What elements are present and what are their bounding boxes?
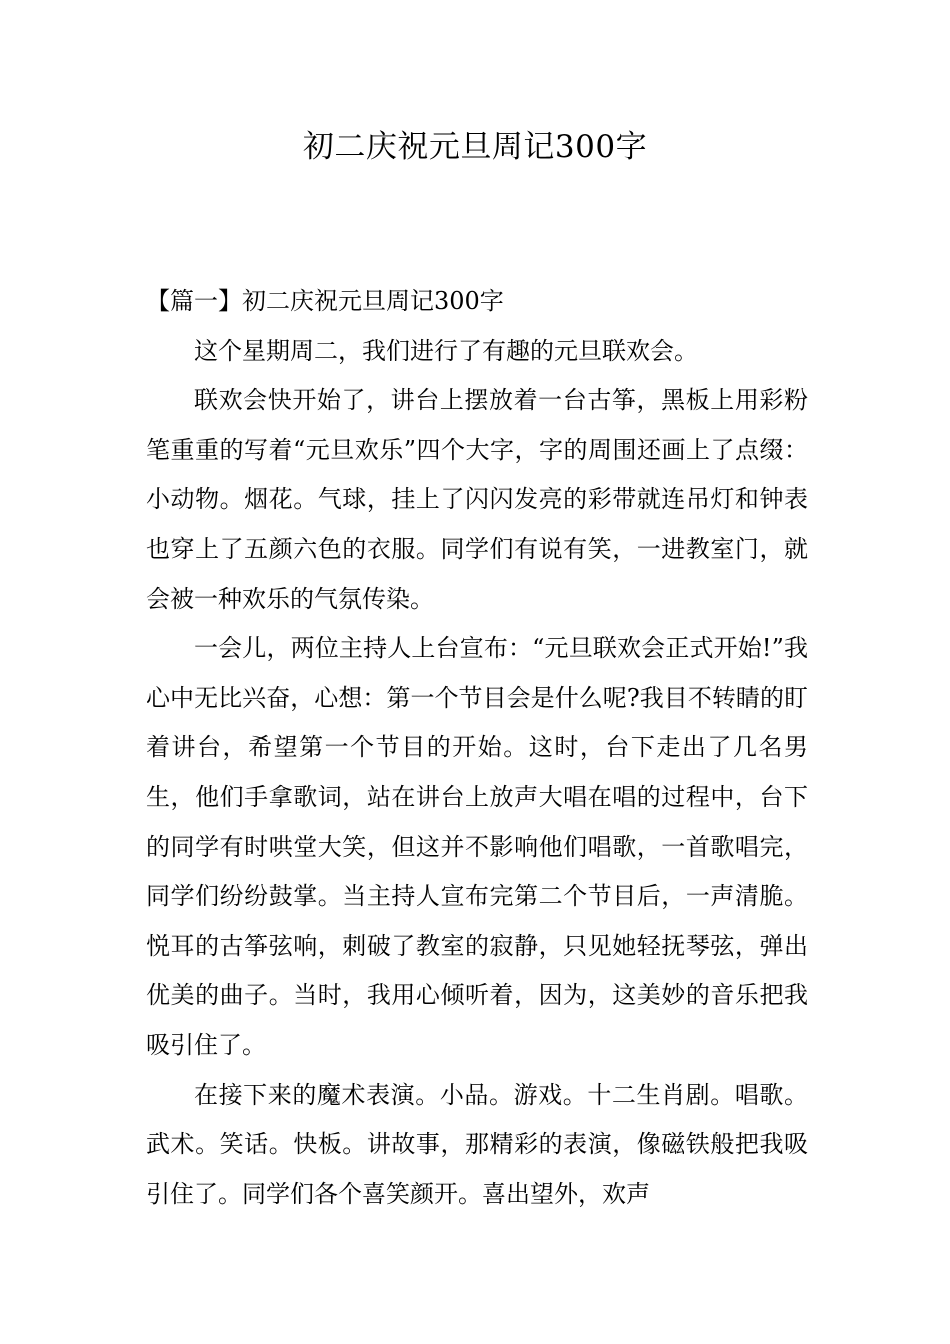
paragraph-4: 在接下来的魔术表演。小品。游戏。十二生肖剧。唱歌。武术。笑话。快板。讲故事，那精彩的表演，像磁铁般把我吸引住了。同学们各个喜笑颜开。喜出望外，欢声 [146, 1080, 808, 1208]
paragraph-1: 这个星期周二，我们进行了有趣的元旦联欢会。 [194, 336, 698, 365]
section-heading: 【篇一】初二庆祝元旦周记300字 [146, 287, 504, 315]
document-title: 初二庆祝元旦周记300字 [302, 129, 648, 165]
paragraph-2: 联欢会快开始了，讲台上摆放着一台古筝，黑板上用彩粉笔重重的写着“元旦欢乐”四个大字，字的周围还画上了点缀：小动物。烟花。气球，挂上了闪闪发亮的彩带就连吊灯和钟表也穿上了五颜六色的衣服。同学们有说有笑，一进教室门，就会被一种欢乐的气氛传染。 [146, 386, 808, 613]
paragraph-3: 一会儿，两位主持人上台宣布：“元旦联欢会正式开始!”我心中无比兴奋，心想：第一个节目会是什么呢?我目不转睛的盯着讲台，希望第一个节目的开始。这时，台下走出了几名男生，他们手拿歌词，站在讲台上放声大唱在唱的过程中，台下的同学有时哄堂大笑，但这并不影响他们唱歌，一首歌唱完，同学们纷纷鼓掌。当主持人宣布完第二个节目后，一声清脆。悦耳的古筝弦响，刺破了教室的寂静，只见她轻抚琴弦，弹出优美的曲子。当时，我用心倾听着，因为，这美妙的音乐把我吸引住了。 [146, 634, 808, 1059]
document-body [146, 277, 808, 1219]
